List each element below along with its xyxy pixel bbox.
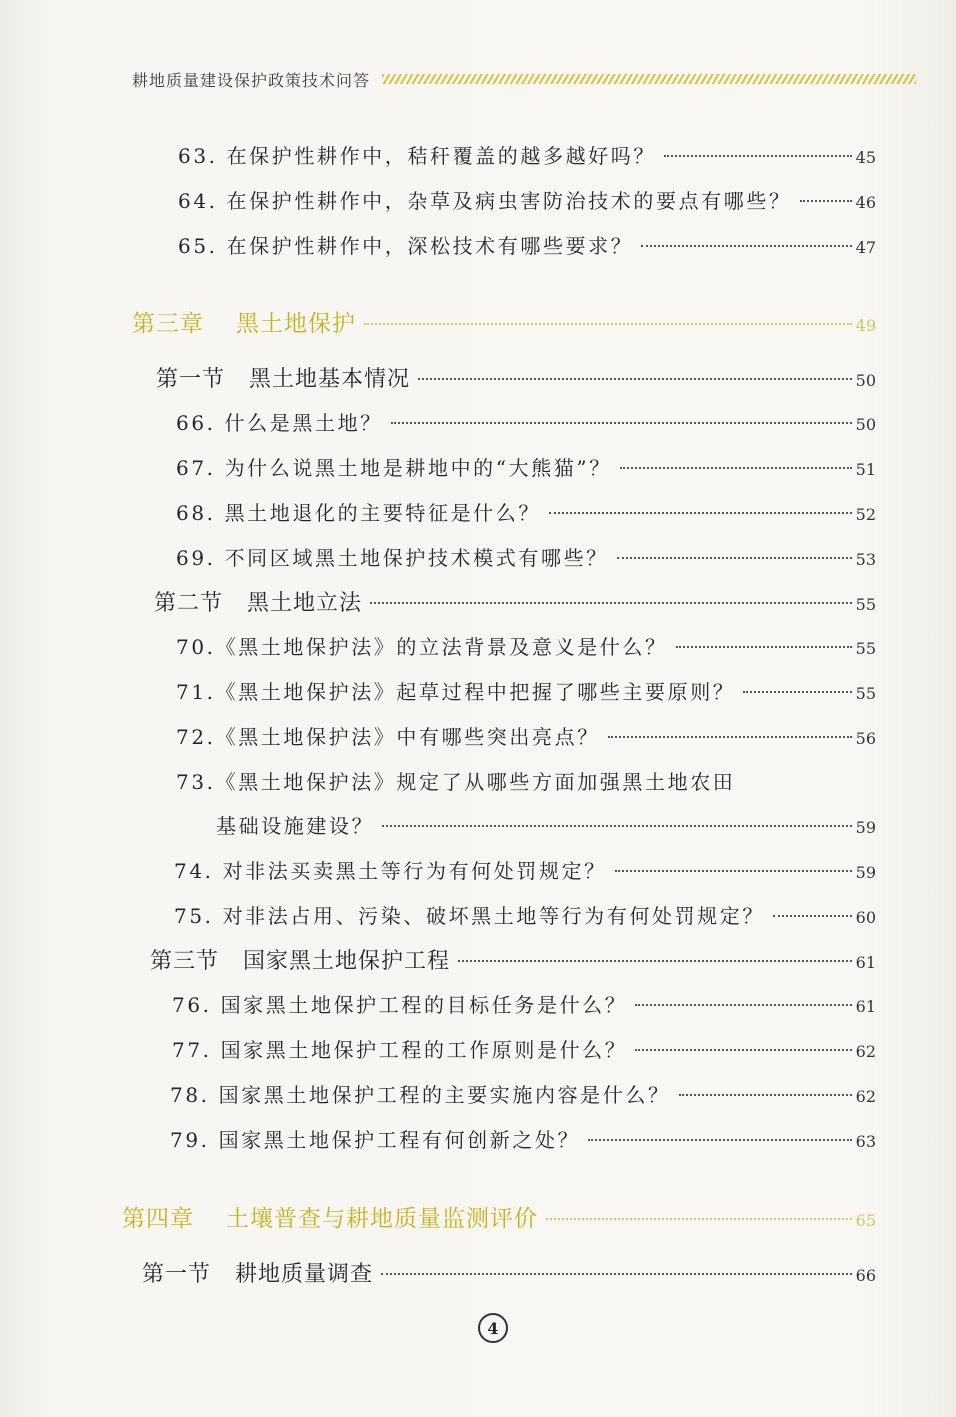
chapter-title: 土壤普查与耕地质量监测评价: [226, 1206, 538, 1232]
dot-leader: [382, 825, 851, 827]
dot-leader: [546, 1218, 852, 1220]
toc-page-number: 55: [855, 684, 876, 703]
toc-entry-label: 73.《黑土地保护法》规定了从哪些方面加强黑土地农田: [176, 770, 736, 794]
toc-page-number: 53: [855, 550, 876, 569]
section-heading: [142, 1257, 373, 1288]
chapter-number: 第三章: [132, 311, 204, 337]
toc-section[interactable]: [156, 362, 876, 396]
toc-entry-label: 74. 对非法买卖黑土等行为有何处罚规定？: [174, 859, 607, 883]
section-title: 黑土地基本情况: [249, 367, 411, 392]
page-number: 4: [487, 1318, 499, 1338]
toc-entry-label: 77. 国家黑土地保护工程的工作原则是什么？: [172, 1038, 628, 1062]
toc-page-number: 65: [855, 1211, 876, 1230]
chapter-title: 黑土地保护: [236, 311, 356, 337]
chapter-heading: [122, 1200, 538, 1233]
toc-entry-continuation[interactable]: [216, 810, 876, 844]
toc-entry[interactable]: [172, 1034, 876, 1068]
toc-entry-label: 基础设施建设？: [216, 814, 375, 838]
toc-page-number: 46: [855, 193, 876, 212]
dot-leader: [370, 602, 852, 604]
dot-leader: [418, 378, 852, 380]
dot-leader: [641, 245, 851, 247]
dot-leader: [364, 323, 852, 325]
toc-page-number: 60: [855, 908, 876, 927]
toc-page-number: 61: [855, 997, 876, 1016]
dot-leader: [679, 1094, 852, 1096]
section-heading: [150, 944, 450, 975]
dot-leader: [635, 1049, 851, 1051]
chapter-heading: [132, 305, 356, 338]
toc-entry[interactable]: [178, 140, 876, 174]
dot-leader: [615, 870, 852, 872]
running-header-title: 耕地质量建设保护政策技术问答: [132, 70, 371, 90]
section-heading: [154, 586, 362, 617]
dot-leader: [381, 1273, 852, 1275]
toc-chapter[interactable]: [122, 1200, 876, 1234]
toc-entry-label: 65. 在保护性耕作中，深松技术有哪些要求？: [178, 234, 634, 258]
toc-entry[interactable]: [178, 185, 876, 219]
dot-leader: [391, 422, 852, 424]
dot-leader: [617, 557, 852, 559]
dot-leader: [620, 467, 852, 469]
toc-entry-label: 68. 黑土地退化的主要特征是什么？: [176, 501, 541, 525]
section-number: 第一节: [156, 367, 226, 392]
toc-entry-label: 79. 国家黑土地保护工程有何创新之处？: [170, 1128, 581, 1152]
toc-page-number: 55: [855, 639, 876, 658]
toc-page-number: 51: [855, 460, 876, 479]
dot-leader: [664, 155, 852, 157]
toc-entry[interactable]: [170, 1124, 876, 1158]
chapter-number: 第四章: [122, 1206, 194, 1232]
toc-entry[interactable]: [176, 497, 876, 531]
toc-page-number: 63: [855, 1132, 876, 1151]
dot-leader: [773, 915, 852, 917]
toc-page-number: 45: [855, 148, 876, 167]
dot-leader: [800, 200, 852, 202]
toc-chapter[interactable]: [132, 305, 876, 339]
toc-entry-first-line[interactable]: [176, 766, 876, 800]
toc-entry-label: 71.《黑土地保护法》起草过程中把握了哪些主要原则？: [176, 680, 736, 704]
toc-page-number: 62: [855, 1042, 876, 1061]
toc-entry-label: 70.《黑土地保护法》的立法背景及意义是什么？: [176, 635, 668, 659]
dot-leader: [635, 1004, 851, 1006]
dot-leader: [676, 646, 852, 648]
toc-entry-label: 63. 在保护性耕作中，秸秆覆盖的越多越好吗？: [178, 144, 656, 168]
toc-page-number: 59: [855, 818, 876, 837]
toc-section[interactable]: [142, 1257, 876, 1291]
toc-entry[interactable]: [176, 676, 876, 710]
toc-page-number: 66: [855, 1266, 876, 1285]
toc-entry-label: 76. 国家黑土地保护工程的目标任务是什么？: [172, 993, 628, 1017]
toc-entry-label: 72.《黑土地保护法》中有哪些突出亮点？: [176, 725, 600, 749]
section-title: 国家黑土地保护工程: [243, 949, 451, 974]
toc-page-number: 56: [855, 729, 876, 748]
toc-page-number: 55: [855, 595, 876, 614]
toc-page-number: 61: [855, 953, 876, 972]
section-number: 第三节: [150, 949, 220, 974]
toc-entry-label: 75. 对非法占用、污染、破坏黑土地等行为有何处罚规定？: [174, 904, 765, 928]
toc-entry-label: 69. 不同区域黑土地保护技术模式有哪些？: [176, 546, 609, 570]
dot-leader: [608, 736, 852, 738]
toc-page-number: 50: [855, 415, 876, 434]
toc-entry[interactable]: [172, 989, 876, 1023]
toc-entry[interactable]: [176, 721, 876, 755]
section-title: 耕地质量调查: [235, 1262, 374, 1287]
toc-page-number: 50: [855, 371, 876, 390]
section-number: 第二节: [154, 591, 224, 616]
toc-entry[interactable]: [170, 1079, 876, 1113]
toc-entry[interactable]: [176, 407, 876, 441]
toc-page-number: 59: [855, 863, 876, 882]
dot-leader: [549, 512, 852, 514]
section-title: 黑土地立法: [247, 591, 363, 616]
section-number: 第一节: [142, 1262, 212, 1287]
toc-entry[interactable]: [174, 900, 876, 934]
toc-page-number: 49: [855, 316, 876, 335]
toc-entry[interactable]: [176, 542, 876, 576]
toc-page-number: 52: [855, 505, 876, 524]
toc-entry[interactable]: [176, 452, 876, 486]
toc-entry-label: 64. 在保护性耕作中，杂草及病虫害防治技术的要点有哪些？: [178, 189, 792, 213]
toc-entry-label: 67. 为什么说黑土地是耕地中的“大熊猫”？: [176, 456, 612, 480]
toc-entry[interactable]: [174, 855, 876, 889]
toc-section[interactable]: [150, 944, 876, 978]
toc-entry[interactable]: [178, 230, 876, 264]
dot-leader: [743, 691, 851, 693]
toc-entry-label: 66. 什么是黑土地？: [176, 411, 383, 435]
toc-page-number: 47: [855, 238, 876, 257]
section-heading: [156, 362, 410, 393]
toc-section[interactable]: [154, 586, 876, 620]
dot-leader: [458, 960, 852, 962]
dot-leader: [588, 1139, 851, 1141]
page-number-badge: [478, 1313, 508, 1343]
toc-entry[interactable]: [176, 631, 876, 665]
toc-page-number: 62: [855, 1087, 876, 1106]
toc-entry-label: 78. 国家黑土地保护工程的主要实施内容是什么？: [170, 1083, 671, 1107]
